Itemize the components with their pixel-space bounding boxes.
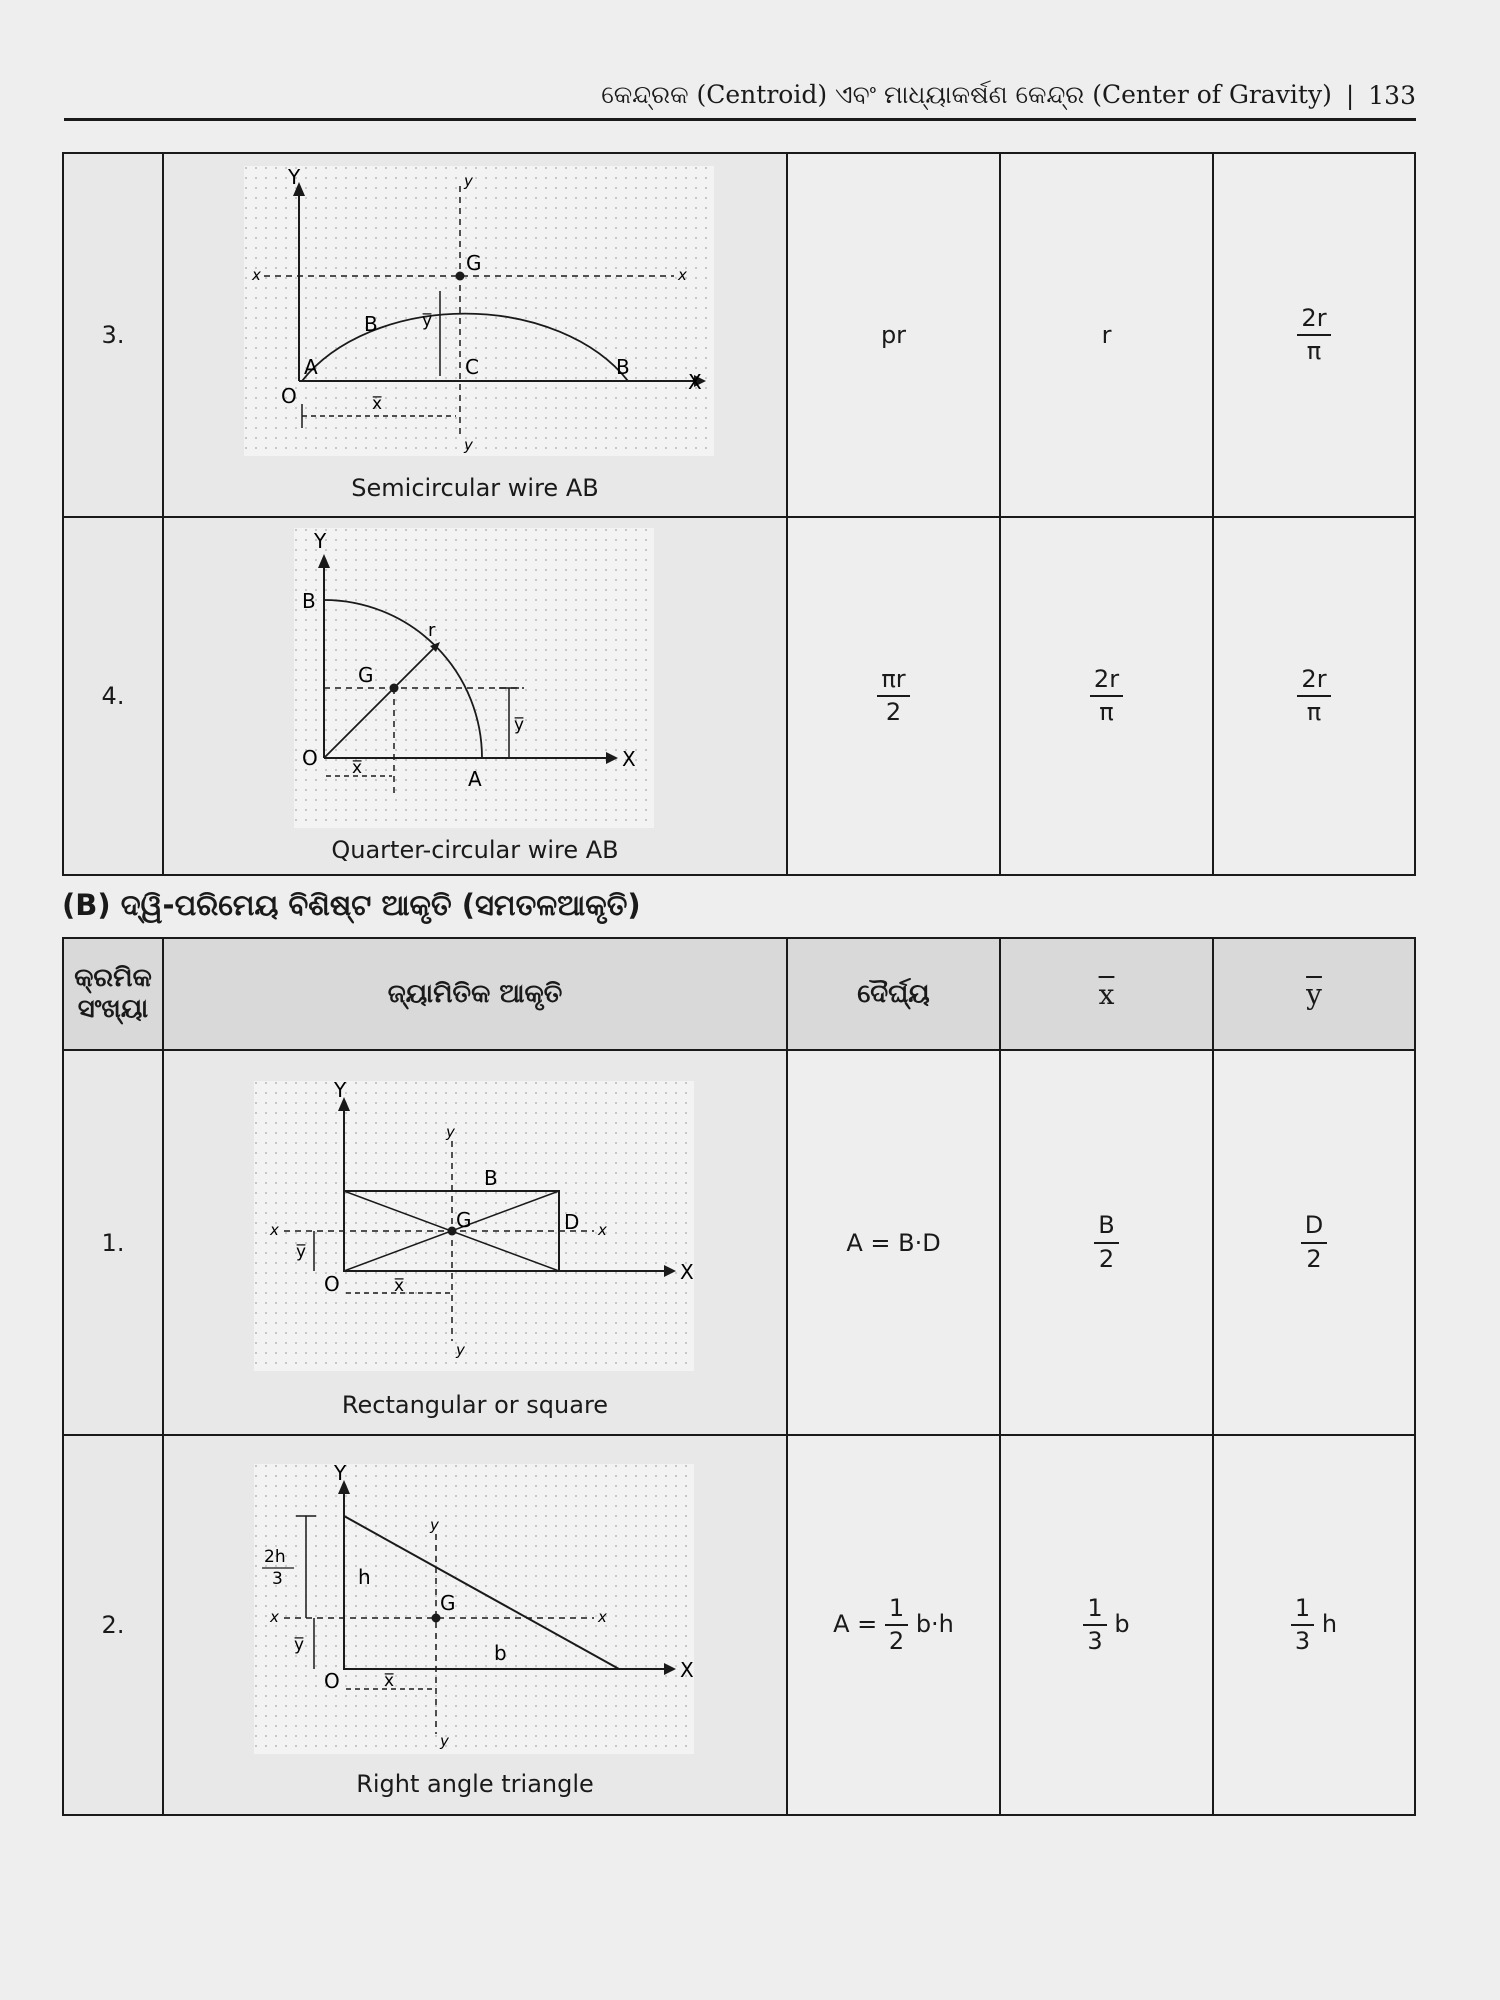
xbar-cell bbox=[1000, 1050, 1213, 1435]
length-value: pr bbox=[880, 321, 907, 349]
area-suffix: b·h bbox=[915, 1610, 954, 1638]
point-b-label: B bbox=[302, 589, 316, 613]
x-axis-label: X bbox=[680, 1658, 694, 1682]
figure-caption: Right angle triangle bbox=[356, 1770, 594, 1798]
table-row bbox=[63, 1435, 1415, 1815]
area-fraction: $\frac{1}{2}$ bbox=[885, 1596, 908, 1654]
x-axis-label: X bbox=[680, 1260, 694, 1284]
y-bottom-label: y bbox=[440, 1732, 449, 1750]
header-separator: | bbox=[1345, 80, 1355, 110]
centroid-g-label: G bbox=[456, 1208, 472, 1232]
section-title: (B) ଦ୍ୱି-ପରିମେୟ ବିଶିଷ୍ଟ ଆକୃତି (ସମତଳଆକୃତି) bbox=[62, 888, 641, 922]
length-cell bbox=[787, 517, 1000, 875]
figure-cell bbox=[163, 517, 787, 875]
figure-caption: Semicircular wire AB bbox=[351, 474, 599, 502]
y-top-label: y bbox=[464, 172, 473, 190]
table-header-row bbox=[63, 938, 1415, 1050]
figure-caption: Rectangular or square bbox=[341, 1391, 609, 1419]
xbar-value: r bbox=[1101, 321, 1112, 349]
serial-number: 1. bbox=[101, 1228, 125, 1257]
x-right-label: x bbox=[678, 266, 687, 284]
y-bottom-label: y bbox=[456, 1341, 465, 1359]
y-bottom-label: y bbox=[464, 436, 473, 454]
figure-caption: Quarter-circular wire AB bbox=[331, 836, 619, 864]
xbar-fraction: $\frac{B}{2}$ bbox=[1094, 1213, 1118, 1271]
header-title: କେନ୍ଦ୍ରକ (Centroid) ଏବଂ ମାଧ୍ୟାକର୍ଷଣ କେନ୍ଦ୍ର (Center of Gravity) bbox=[601, 80, 1332, 109]
serial-cell bbox=[63, 1435, 163, 1815]
y-axis-label: Y bbox=[334, 1464, 347, 1485]
length-cell bbox=[787, 153, 1000, 517]
two-h-label: 2h bbox=[264, 1547, 286, 1567]
area-value: A = B·D bbox=[846, 1228, 941, 1257]
ybar-cell bbox=[1213, 1050, 1415, 1435]
point-b-label: B bbox=[616, 355, 630, 379]
ybar-fraction: $\frac{1}{3}$ bbox=[1291, 1596, 1314, 1654]
serial-number: 3. bbox=[101, 321, 125, 349]
ybar-cell bbox=[1213, 153, 1415, 517]
semicircle-figure bbox=[244, 166, 714, 456]
area-prefix: A = bbox=[833, 1610, 878, 1638]
header-length: ଦୈର୍ଘ୍ୟ bbox=[787, 938, 1000, 1050]
xbar-label: x̅ bbox=[372, 394, 383, 414]
origin-label: O bbox=[281, 384, 297, 408]
height-h-label: h bbox=[358, 1565, 371, 1589]
side-b-label: B bbox=[484, 1166, 498, 1190]
xbar-suffix: b bbox=[1114, 1610, 1130, 1638]
centroid-g-label: G bbox=[358, 663, 374, 687]
y-axis-label: Y bbox=[314, 529, 327, 553]
x-left-label: x bbox=[270, 1608, 279, 1626]
serial-number: 4. bbox=[101, 682, 125, 710]
figure-cell bbox=[163, 153, 787, 517]
centroid-g-label: G bbox=[466, 251, 482, 275]
origin-label: O bbox=[324, 1669, 340, 1693]
serial-cell bbox=[63, 153, 163, 517]
y-top-label: y bbox=[446, 1123, 455, 1141]
ybar-suffix: h bbox=[1321, 1610, 1338, 1638]
ybar-fraction: $\frac{D}{2}$ bbox=[1301, 1213, 1327, 1271]
origin-label: O bbox=[324, 1272, 340, 1296]
ybar-label: y̅ bbox=[294, 1635, 305, 1655]
base-b-label: b bbox=[494, 1641, 507, 1665]
xbar-fraction: $\frac{1}{3}$ bbox=[1083, 1596, 1106, 1654]
serial-cell bbox=[63, 1050, 163, 1435]
x-right-label: x bbox=[598, 1608, 607, 1626]
figure-cell bbox=[163, 1050, 787, 1435]
centroid-g-label: G bbox=[440, 1591, 456, 1615]
origin-label: O bbox=[302, 746, 318, 770]
y-axis-label: Y bbox=[334, 1081, 347, 1102]
y-axis-label: Y bbox=[288, 166, 301, 189]
ybar-cell bbox=[1213, 517, 1415, 875]
xbar-label: x̅ bbox=[384, 1671, 395, 1691]
xbar-label: x̅ bbox=[352, 758, 363, 778]
xbar-cell bbox=[1000, 1435, 1213, 1815]
page-number: 133 bbox=[1368, 80, 1416, 110]
table-row bbox=[63, 517, 1415, 875]
three-label: 3 bbox=[272, 1569, 283, 1589]
page-header bbox=[64, 72, 1416, 121]
region-b-label: B bbox=[364, 312, 378, 336]
serial-number: 2. bbox=[101, 1611, 125, 1639]
ybar-cell bbox=[1213, 1435, 1415, 1815]
area-cell bbox=[787, 1435, 1000, 1815]
point-a-label: A bbox=[304, 355, 318, 379]
y-top-label: y bbox=[430, 1516, 439, 1534]
ybar-fraction: $\frac{2r}{\pi}$ bbox=[1297, 306, 1330, 364]
length-fraction: $\frac{\pi r}{2}$ bbox=[877, 667, 909, 725]
figure-cell bbox=[163, 1435, 787, 1815]
x-left-label: x bbox=[252, 266, 261, 284]
side-d-label: D bbox=[564, 1210, 580, 1234]
xbar-cell bbox=[1000, 517, 1213, 875]
point-a-label: A bbox=[468, 767, 482, 791]
centroid-table-areas bbox=[62, 937, 1416, 1816]
table-row bbox=[63, 1050, 1415, 1435]
header-figure: ଜ୍ୟାମିତିକ ଆକୃତି bbox=[163, 938, 787, 1050]
x-right-label: x bbox=[598, 1221, 607, 1239]
point-c-label: C bbox=[465, 355, 479, 379]
x-axis-label: X bbox=[688, 370, 702, 394]
area-cell bbox=[787, 1050, 1000, 1435]
x-axis-label: X bbox=[622, 747, 636, 771]
centroid-table-lines bbox=[62, 152, 1416, 876]
ybar-label: y̅ bbox=[296, 1242, 307, 1262]
triangle-figure bbox=[254, 1464, 694, 1754]
ybar-label: y̅ bbox=[514, 715, 525, 735]
ybar-fraction: $\frac{2r}{\pi}$ bbox=[1297, 667, 1330, 725]
rectangle-figure bbox=[254, 1081, 694, 1371]
header-xbar: $\overline{x}$ bbox=[1000, 938, 1213, 1050]
xbar-cell bbox=[1000, 153, 1213, 517]
serial-cell bbox=[63, 517, 163, 875]
quarter-circle-figure bbox=[294, 528, 654, 828]
xbar-label: x̅ bbox=[394, 1276, 405, 1296]
x-left-label: x bbox=[270, 1221, 279, 1239]
table-row bbox=[63, 153, 1415, 517]
header-ybar: $\overline{y}$ bbox=[1213, 938, 1415, 1050]
radius-label: r bbox=[428, 620, 436, 641]
ybar-label: y̅ bbox=[422, 311, 433, 331]
header-serial: କ୍ରମିକ ସଂଖ୍ୟା bbox=[63, 938, 163, 1050]
xbar-fraction: $\frac{2r}{\pi}$ bbox=[1090, 667, 1123, 725]
